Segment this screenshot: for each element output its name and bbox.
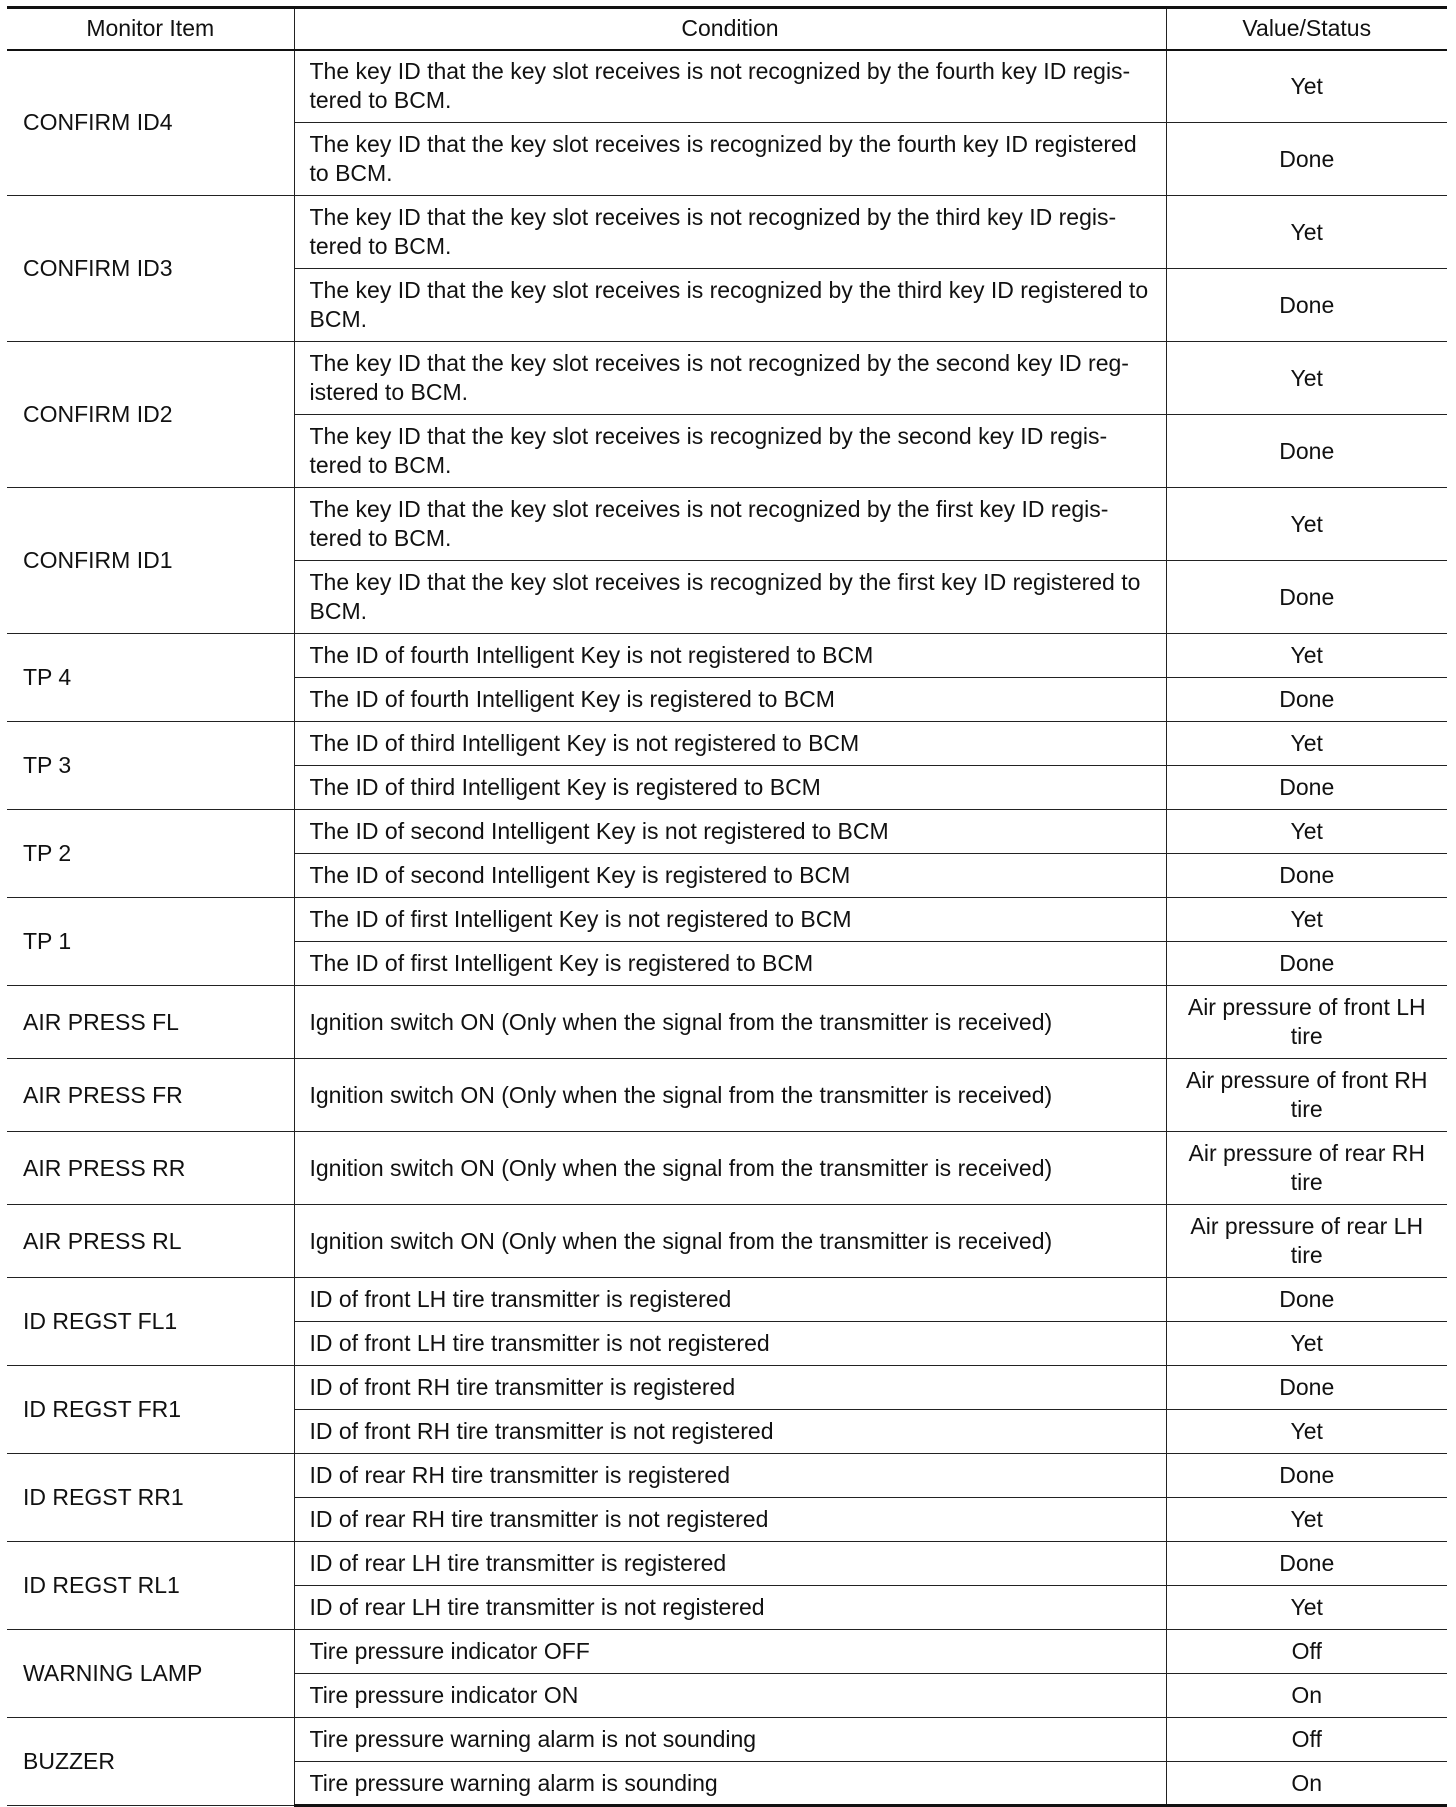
- header-value-status: Value/Status: [1166, 8, 1447, 50]
- condition-cell: The key ID that the key slot receives is recognized by the third key ID registered to BCM.: [294, 269, 1166, 342]
- condition-cell: The ID of fourth Intelligent Key is registered to BCM: [294, 678, 1166, 722]
- condition-cell: The ID of first Intelligent Key is not registered to BCM: [294, 898, 1166, 942]
- table-row: [7, 1205, 1447, 1278]
- condition-cell: Ignition switch ON (Only when the signal from the transmitter is received): [294, 986, 1166, 1059]
- condition-cell: ID of rear LH tire transmitter is not registered: [294, 1586, 1166, 1630]
- table-row: [7, 1366, 1447, 1410]
- monitor-item-cell: TP 4: [7, 634, 294, 722]
- monitor-item-cell: CONFIRM ID2: [7, 342, 294, 488]
- table-row: [7, 722, 1447, 766]
- value-status-cell: Done: [1166, 269, 1447, 342]
- value-status-cell: Done: [1166, 766, 1447, 810]
- value-status-cell: Air pressure of rear LH tire: [1166, 1205, 1447, 1278]
- monitor-item-cell: TP 2: [7, 810, 294, 898]
- table-row: [7, 1630, 1447, 1674]
- table-row: [7, 1718, 1447, 1762]
- monitor-table: [7, 6, 1447, 1807]
- value-status-cell: Air pressure of front RH tire: [1166, 1059, 1447, 1132]
- condition-cell: ID of front RH tire transmitter is not registered: [294, 1410, 1166, 1454]
- table-row: [7, 898, 1447, 942]
- condition-cell: The key ID that the key slot receives is not recognized by the second key ID reg-istered to BCM.: [294, 342, 1166, 415]
- monitor-item-cell: TP 3: [7, 722, 294, 810]
- monitor-item-cell: ID REGST FR1: [7, 1366, 294, 1454]
- condition-cell: The ID of fourth Intelligent Key is not registered to BCM: [294, 634, 1166, 678]
- condition-cell: ID of rear LH tire transmitter is registered: [294, 1542, 1166, 1586]
- value-status-cell: Done: [1166, 1454, 1447, 1498]
- condition-cell: The key ID that the key slot receives is recognized by the second key ID regis-tered to BCM.: [294, 415, 1166, 488]
- table-row: [7, 196, 1447, 269]
- condition-cell: The key ID that the key slot receives is not recognized by the first key ID regis-tered to BCM.: [294, 488, 1166, 561]
- value-status-cell: On: [1166, 1674, 1447, 1718]
- value-status-cell: Yet: [1166, 1410, 1447, 1454]
- monitor-item-cell: AIR PRESS FR: [7, 1059, 294, 1132]
- value-status-cell: Yet: [1166, 634, 1447, 678]
- condition-cell: The ID of second Intelligent Key is not registered to BCM: [294, 810, 1166, 854]
- condition-cell: The ID of second Intelligent Key is registered to BCM: [294, 854, 1166, 898]
- table-row: [7, 488, 1447, 561]
- condition-cell: Ignition switch ON (Only when the signal from the transmitter is received): [294, 1132, 1166, 1205]
- monitor-item-cell: ID REGST RL1: [7, 1542, 294, 1630]
- condition-cell: The ID of first Intelligent Key is registered to BCM: [294, 942, 1166, 986]
- monitor-item-cell: CONFIRM ID3: [7, 196, 294, 342]
- table-row: [7, 1278, 1447, 1322]
- condition-cell: Tire pressure indicator OFF: [294, 1630, 1166, 1674]
- value-status-cell: Yet: [1166, 196, 1447, 269]
- value-status-cell: Off: [1166, 1718, 1447, 1762]
- value-status-cell: Yet: [1166, 1498, 1447, 1542]
- monitor-table-container: [7, 6, 1447, 1807]
- header-monitor-item: Monitor Item: [7, 8, 294, 50]
- monitor-item-cell: AIR PRESS FL: [7, 986, 294, 1059]
- table-row: [7, 1542, 1447, 1586]
- condition-cell: Ignition switch ON (Only when the signal from the transmitter is received): [294, 1205, 1166, 1278]
- table-row: [7, 1454, 1447, 1498]
- header-condition: Condition: [294, 8, 1166, 50]
- monitor-item-cell: ID REGST FL1: [7, 1278, 294, 1366]
- monitor-item-cell: CONFIRM ID4: [7, 50, 294, 196]
- monitor-item-cell: WARNING LAMP: [7, 1630, 294, 1718]
- table-row: [7, 342, 1447, 415]
- value-status-cell: On: [1166, 1762, 1447, 1806]
- condition-cell: The ID of third Intelligent Key is registered to BCM: [294, 766, 1166, 810]
- table-row: [7, 810, 1447, 854]
- table-header-row: [7, 8, 1447, 50]
- condition-cell: The key ID that the key slot receives is recognized by the first key ID registered to BCM.: [294, 561, 1166, 634]
- table-row: [7, 1059, 1447, 1132]
- condition-cell: ID of rear RH tire transmitter is not registered: [294, 1498, 1166, 1542]
- table-row: [7, 986, 1447, 1059]
- value-status-cell: Yet: [1166, 50, 1447, 123]
- value-status-cell: Yet: [1166, 1322, 1447, 1366]
- value-status-cell: Done: [1166, 1366, 1447, 1410]
- condition-cell: ID of rear RH tire transmitter is registered: [294, 1454, 1166, 1498]
- value-status-cell: Yet: [1166, 1586, 1447, 1630]
- value-status-cell: Off: [1166, 1630, 1447, 1674]
- value-status-cell: Air pressure of rear RH tire: [1166, 1132, 1447, 1205]
- condition-cell: The ID of third Intelligent Key is not registered to BCM: [294, 722, 1166, 766]
- table-body: [7, 50, 1447, 1806]
- condition-cell: ID of front LH tire transmitter is registered: [294, 1278, 1166, 1322]
- monitor-item-cell: CONFIRM ID1: [7, 488, 294, 634]
- condition-cell: Tire pressure warning alarm is not sounding: [294, 1718, 1166, 1762]
- value-status-cell: Done: [1166, 561, 1447, 634]
- condition-cell: The key ID that the key slot receives is not recognized by the third key ID regis-tered to BCM.: [294, 196, 1166, 269]
- table-row: [7, 634, 1447, 678]
- value-status-cell: Done: [1166, 123, 1447, 196]
- table-row: [7, 50, 1447, 123]
- condition-cell: ID of front LH tire transmitter is not registered: [294, 1322, 1166, 1366]
- monitor-item-cell: AIR PRESS RL: [7, 1205, 294, 1278]
- value-status-cell: Done: [1166, 415, 1447, 488]
- value-status-cell: Yet: [1166, 342, 1447, 415]
- value-status-cell: Done: [1166, 1542, 1447, 1586]
- condition-cell: The key ID that the key slot receives is not recognized by the fourth key ID regis-tered to BCM.: [294, 50, 1166, 123]
- monitor-item-cell: BUZZER: [7, 1718, 294, 1806]
- table-row: [7, 1132, 1447, 1205]
- value-status-cell: Done: [1166, 942, 1447, 986]
- value-status-cell: Yet: [1166, 810, 1447, 854]
- value-status-cell: Yet: [1166, 722, 1447, 766]
- condition-cell: ID of front RH tire transmitter is registered: [294, 1366, 1166, 1410]
- value-status-cell: Air pressure of front LH tire: [1166, 986, 1447, 1059]
- condition-cell: Tire pressure indicator ON: [294, 1674, 1166, 1718]
- condition-cell: Tire pressure warning alarm is sounding: [294, 1762, 1166, 1806]
- monitor-item-cell: AIR PRESS RR: [7, 1132, 294, 1205]
- monitor-item-cell: TP 1: [7, 898, 294, 986]
- value-status-cell: Yet: [1166, 488, 1447, 561]
- value-status-cell: Done: [1166, 854, 1447, 898]
- condition-cell: The key ID that the key slot receives is recognized by the fourth key ID registered to BCM.: [294, 123, 1166, 196]
- value-status-cell: Yet: [1166, 898, 1447, 942]
- monitor-item-cell: ID REGST RR1: [7, 1454, 294, 1542]
- condition-cell: Ignition switch ON (Only when the signal from the transmitter is received): [294, 1059, 1166, 1132]
- value-status-cell: Done: [1166, 678, 1447, 722]
- value-status-cell: Done: [1166, 1278, 1447, 1322]
